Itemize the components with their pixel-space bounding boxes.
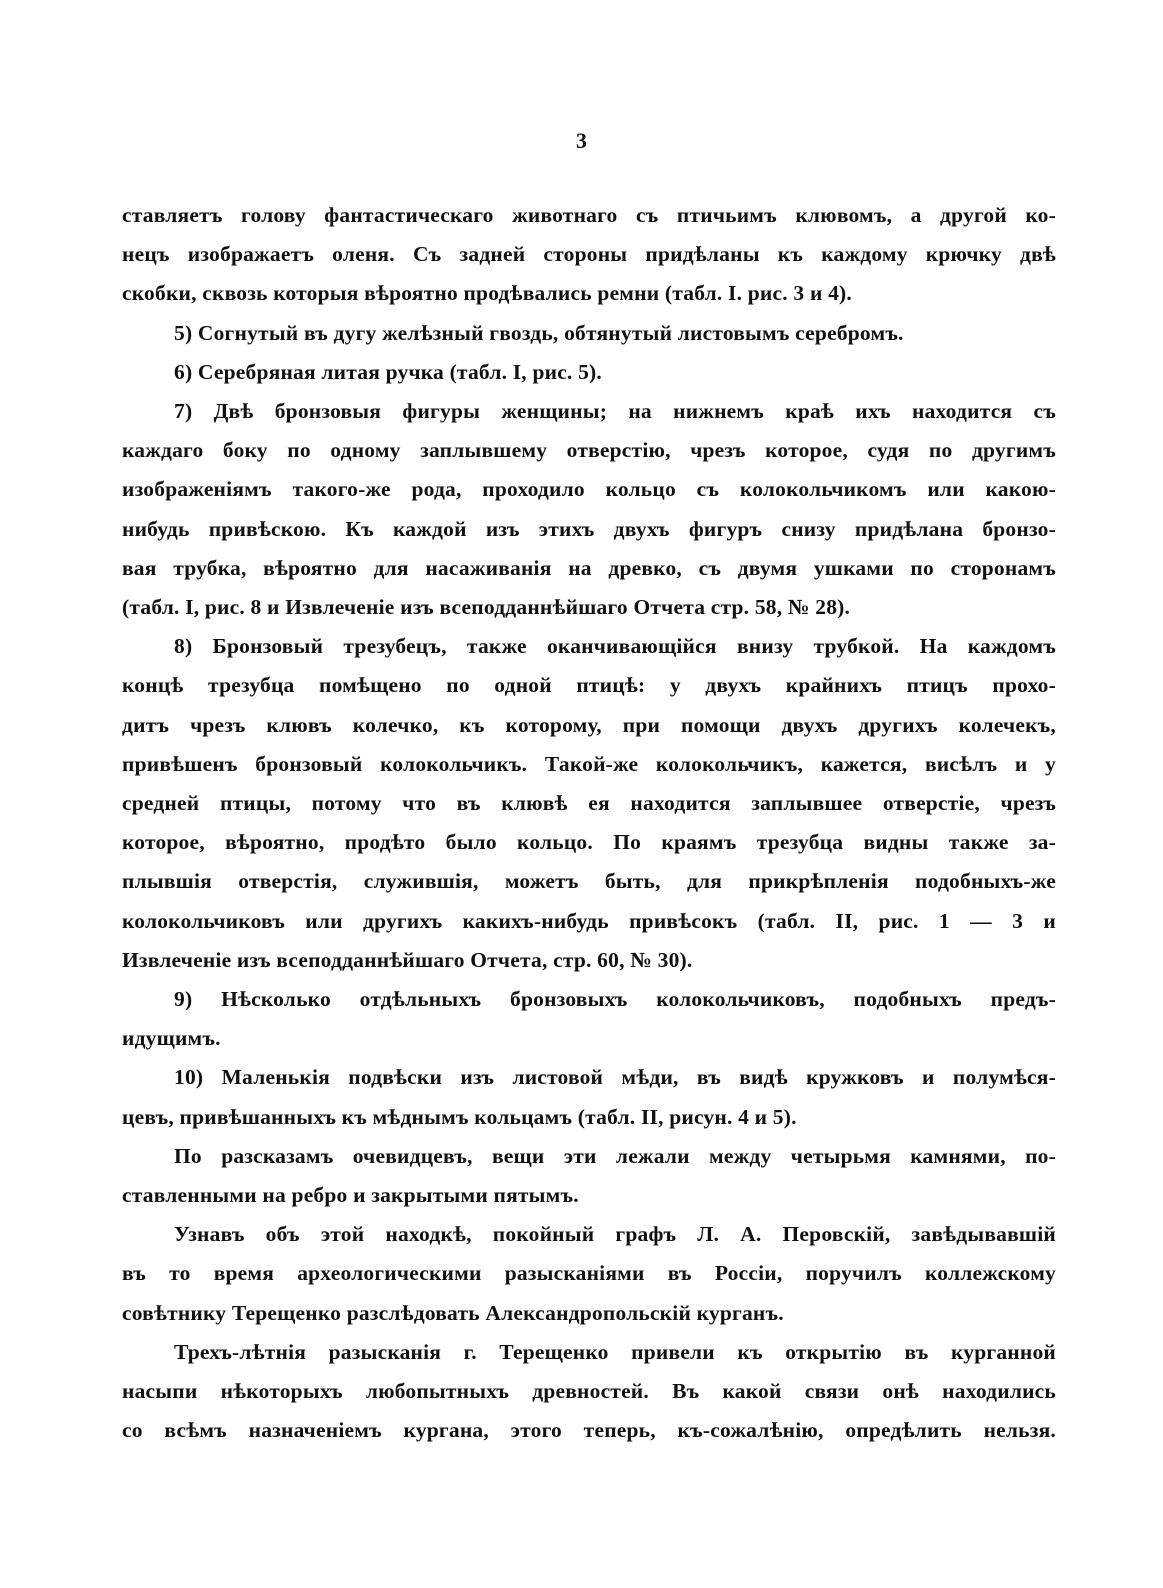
text-line: въ то время археологическими разысканіями въ Россіи, поручилъ коллежскому (122, 1261, 1056, 1286)
paragraph (122, 1137, 1056, 1215)
paragraph (122, 1333, 1056, 1451)
text-line: со всѣмъ назначеніемъ кургана, этого теперь, къ-сожалѣнію, опредѣлить нельзя. (122, 1418, 1056, 1443)
text-line: 10) Маленькія подвѣски изъ листовой мѣди, въ видѣ кружковъ и полумѣся- (174, 1065, 1056, 1090)
paragraph (122, 392, 1056, 627)
text-line: насыпи нѣкоторыхъ любопытныхъ древностей. Въ какой связи онѣ находились (122, 1379, 1056, 1404)
text-line: (табл. I, рис. 8 и Извлеченіе изъ всеподданнѣйшаго Отчета стр. 58, № 28). (122, 595, 851, 620)
text-line: Узнавъ объ этой находкѣ, покойный графъ Л. А. Перовскій, завѣдывавшій (174, 1222, 1056, 1247)
text-line: нибудь привѣскою. Къ каждой изъ этихъ двухъ фигуръ снизу придѣлана бронзо- (122, 516, 1056, 541)
text-line: изображеніямъ такого-же рода, проходило кольцо съ колокольчикомъ или какою- (122, 477, 1056, 502)
text-line: ставленными на ребро и закрытыми пятымъ. (122, 1183, 579, 1208)
text-line: привѣшенъ бронзовый колокольчикъ. Такой-же колокольчикъ, кажется, висѣлъ и у (122, 751, 1056, 776)
paragraph (122, 1215, 1056, 1333)
paragraph (122, 1058, 1056, 1136)
paragraph (122, 627, 1056, 980)
text-line: дитъ чрезъ клювъ колечко, къ которому, при помощи двухъ другихъ колечекъ, (122, 712, 1056, 737)
text-line: Извлеченіе изъ всеподданнѣйшаго Отчета, стр. 60, № 30). (122, 947, 693, 972)
text-line: По разсказамъ очевидцевъ, вещи эти лежали между четырьмя камнями, по- (174, 1143, 1056, 1168)
text-line: 8) Бронзовый трезубецъ, также оканчивающійся внизу трубкой. На каждомъ (174, 634, 1056, 659)
page-number: 3 (576, 128, 587, 153)
text-line: ставляетъ голову фантастическаго животнаго съ птичьимъ клювомъ, а другой ко- (122, 203, 1056, 227)
text-line: концѣ трезубца помѣщено по одной птицѣ: у двухъ крайнихъ птицъ прохо- (122, 673, 1056, 698)
text-line: 6) Серебряная литая ручка (табл. I, рис. 5). (174, 359, 602, 384)
text-line: Трехъ-лѣтнія разысканія г. Терещенко привели къ открытію въ курганной (174, 1339, 1056, 1364)
text-line: 5) Согнутый въ дугу желѣзный гвоздь, обтянутый листовымъ серебромъ. (174, 320, 904, 345)
text-line: каждаго боку по одному заплывшему отверстію, чрезъ которое, судя по другимъ (122, 438, 1056, 463)
paragraph (122, 314, 1056, 353)
text-line: скобки, сквозь которыя вѣроятно продѣвались ремни (табл. I. рис. 3 и 4). (122, 281, 852, 306)
text-line: вая трубка, вѣроятно для насаживанія на древко, съ двумя ушками по сторонамъ (122, 555, 1056, 580)
paragraph (122, 196, 1056, 314)
text-line: средней птицы, потому что въ клювѣ ея находится заплывшее отверстіе, чрезъ (122, 791, 1056, 816)
text-line: идущимъ. (122, 1026, 221, 1051)
paragraph (122, 980, 1056, 1058)
text-line: 9) Нѣсколько отдѣльныхъ бронзовыхъ колокольчиковъ, подобныхъ предъ- (174, 987, 1056, 1012)
text-line: 7) Двѣ бронзовыя фигуры женщины; на нижнемъ краѣ ихъ находится съ (174, 399, 1056, 424)
text-line: совѣтнику Терещенко разслѣдовать Александропольскій курганъ. (122, 1300, 784, 1325)
text-line: нецъ изображаетъ оленя. Съ задней стороны придѣланы къ каждому крючку двѣ (122, 242, 1056, 267)
paragraph (122, 353, 1056, 392)
text-line: плывшія отверстія, служившія, можетъ быть, для прикрѣпленія подобныхъ-же (122, 869, 1056, 894)
text-line: цевъ, привѣшанныхъ къ мѣднымъ кольцамъ (табл. II, рисун. 4 и 5). (122, 1104, 797, 1129)
body-text (122, 196, 1056, 1451)
text-line: которое, вѣроятно, продѣто было кольцо. По краямъ трезубца видны также за- (122, 830, 1056, 855)
text-line: колокольчиковъ или другихъ какихъ-нибудь привѣсокъ (табл. II, рис. 1 — 3 и (122, 908, 1056, 933)
